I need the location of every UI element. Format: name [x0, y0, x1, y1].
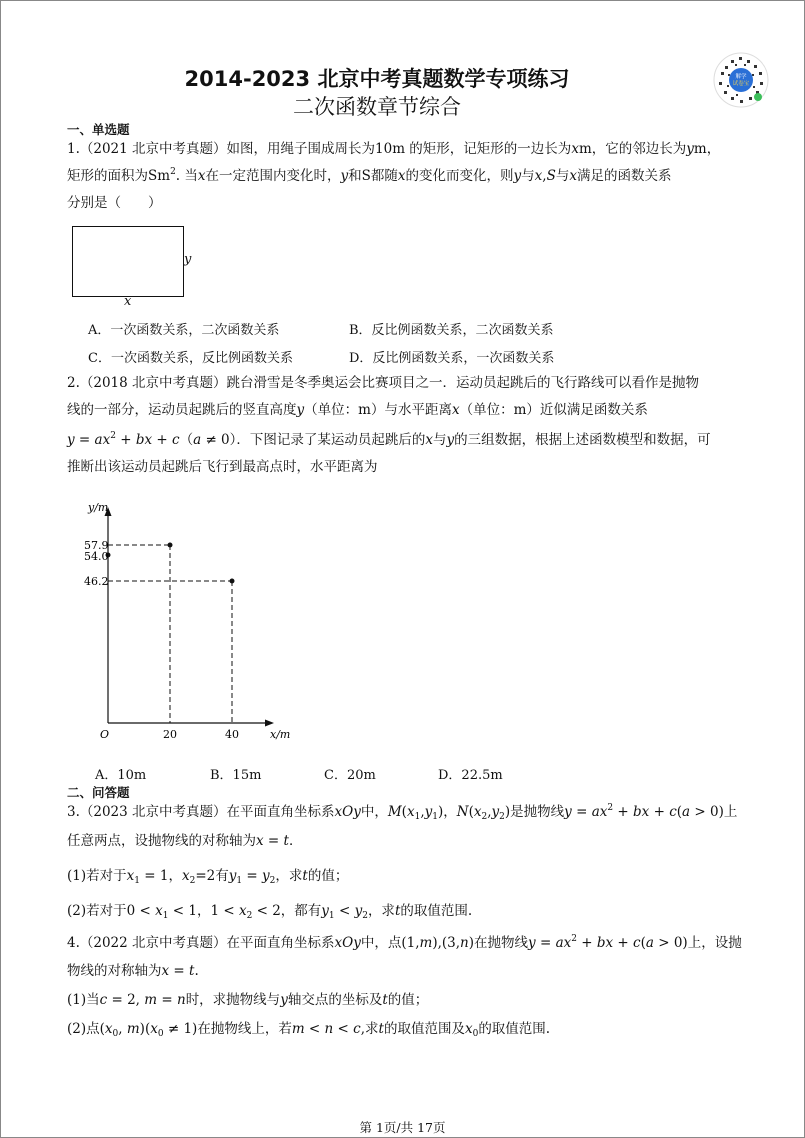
rectangle-side-y-label: y [184, 252, 192, 267]
x-axis-label: x/m [270, 728, 291, 741]
x-tick-40: 40 [225, 728, 239, 741]
y-tick-57.9: 57.9 [84, 539, 109, 552]
q2-coordinate-graph [80, 497, 300, 747]
q2-option-c: C．20m [324, 768, 376, 783]
y-tick-54.0: 54.0 [84, 550, 109, 563]
q1-option-d: D．反比例函数关系，一次函数关系 [349, 351, 555, 366]
y-axis-label: y/m [88, 501, 109, 514]
rectangle-side-x-label: x [124, 294, 132, 309]
q4-part2: (2)点($x_0$, $m)(x_0 \ne 1)$在抛物线上，若m < n < c,求t的取值范围及$x_0$的取值范围. [67, 1021, 551, 1039]
q4-part1: (1)当c = 2, m = n时，求抛物线与y轴交点的坐标及t的值； [67, 992, 429, 1008]
q1-line3: 分别是（ ） [67, 195, 162, 211]
q2-option-a: A．10m [95, 768, 147, 783]
data-point-40-46.2 [230, 579, 235, 584]
q1-line2: 矩形的面积为Sm$^2$. 当x在一定范围内变化时，y和S都随x的变化而变化，则y与x,S与x满足的函数关系 [67, 167, 672, 184]
q3-part1: (1)若对于$x_1 = 1$，$x_2=2$有$y_1 = y_2$，求t的值； [67, 868, 349, 886]
x-tick-20: 20 [163, 728, 177, 741]
qr-code-logo [713, 52, 769, 108]
origin-label: O [100, 728, 110, 741]
q3-line2: 任意两点，设抛物线的对称轴为x = t． [67, 833, 303, 849]
q1-option-c: C．一次函数关系，反比例函数关系 [88, 351, 293, 366]
document-title: 2014-2023 北京中考真题数学专项练习 [184, 67, 570, 91]
data-point-20-57.9 [168, 543, 173, 548]
q1-option-b: B．反比例函数关系，二次函数关系 [349, 323, 554, 338]
svg-text:解学: 解学 [735, 74, 747, 80]
q2-line3: $y = ax^2$ + bx + c（a ≠ 0）．下图记录了某运动员起跳后的x与y的三组数据，根据上述函数模型和数据，可 [67, 431, 711, 448]
q3-part2: (2)若对于$0 < x_1 < 1$，$1 < x_2 < 2$，都有$y_1 < y_2$，求t的取值范围. [67, 903, 473, 921]
q2-line2: 线的一部分，运动员起跳后的竖直高度y（单位：m）与水平距离x（单位：m）近似满足函数关系 [67, 402, 648, 418]
svg-text:试卷宝: 试卷宝 [732, 81, 750, 87]
q4-line1: 4.（2022 北京中考真题）在平面直角坐标系xOy中，点(1,m),(3,n)在抛物线$y = ax^2$ + bx + c(a > 0)上，设抛 [67, 934, 742, 951]
y-tick-46.2: 46.2 [84, 575, 109, 588]
q2-option-d: D．22.5m [438, 768, 503, 783]
document-subtitle: 二次函数章节综合 [293, 95, 461, 119]
q3-line1: 3.（2023 北京中考真题）在平面直角坐标系xOy中，$M(x_1,y_1)$，$N(x_2,y_2)$是抛物线$y = ax^2$ + bx + c(a > 0)上 [67, 803, 738, 822]
rectangle-figure [72, 226, 184, 297]
q1-option-a: A．一次函数关系，二次函数关系 [88, 323, 280, 338]
section-heading-choice: 一、单选题 [67, 122, 130, 137]
q4-line2: 物线的对称轴为x = t. [67, 963, 199, 979]
q2-option-b: B．15m [210, 768, 262, 783]
section-heading-qa: 二、问答题 [67, 785, 130, 800]
q2-line4: 推断出该运动员起跳后飞行到最高点时，水平距离为 [67, 459, 378, 475]
q1-line1: 1.（2021 北京中考真题）如图，用绳子围成周长为10m 的矩形，记矩形的一边长为xm，它的邻边长为ym， [67, 141, 721, 157]
q2-line1: 2.（2018 北京中考真题）跳台滑雪是冬季奥运会比赛项目之一．运动员起跳后的飞行路线可以看作是抛物 [67, 375, 700, 391]
page-footer: 第 1页/共 17页 [359, 1120, 446, 1135]
